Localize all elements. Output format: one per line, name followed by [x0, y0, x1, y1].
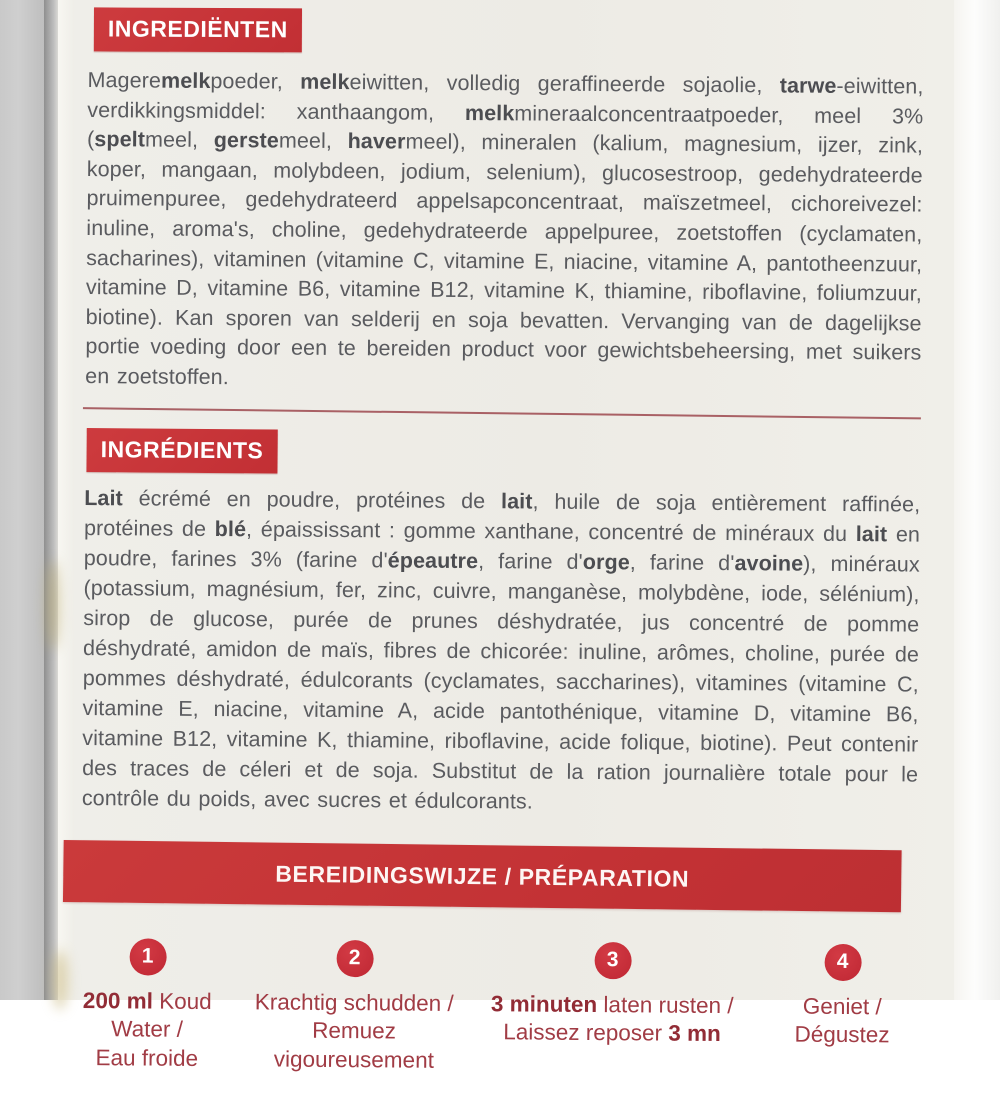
label-stain [46, 560, 60, 650]
section-divider [83, 407, 921, 419]
step-instruction: Krachtig schudden / Remuez vigoureusement [254, 988, 454, 1073]
preparation-banner: BEREIDINGSWIJZE / PRÉPARATION [63, 840, 902, 912]
package-left-edge [0, 0, 46, 1000]
step-number-badge: 3 [594, 942, 631, 979]
package-right-edge [954, 0, 1000, 1000]
preparation-step [752, 943, 933, 1050]
step-instruction: 3 minuten laten rusten / Laissez reposer 3 mn [490, 990, 734, 1047]
step-number-badge: 1 [129, 938, 166, 975]
step-number-badge: 2 [336, 940, 373, 977]
step-number-badge: 4 [824, 943, 861, 980]
nl-ingredients-text: Mageremelkpoeder, melkeiwitten, volledig geraffineerde sojaolie, tarwe-eiwitten, verdikkingsmiddel: xanthaangom, melkmineraalconcentraatpoeder, meel 3% (speltmeel, gerstemeel, havermeel), mineralen (kalium, magnesium, ijzer, zink, koper, mangaan, molybdeen, jodium, selenium), glucosestroop, gedehydrateerde pruimenpuree, gedehydrateerd appelsapconcentraat, maïszetmeel, cichoreivezel: inuline, aroma's, choline, gedehydrateerde appelpuree, zoetstoffen (cyclamaten, sacharines), vitaminen (vitamine C, vitamine E, niacine, vitamine A, pantotheenzuur, vitamine D, vitamine B6, vitamine B12, vitamine K, thiamine, riboflavine, foliumzuur, biotine). Kan sporen van selderij en soja bevatten. Vervanging van de dagelijkse portie voeding door een te bereiden product voor gewichtsbeheersing, met suikers en zoetstoffen. [85, 68, 924, 390]
label-content [58, 0, 936, 1073]
preparation-steps [58, 937, 929, 1104]
step-instruction: Geniet / Dégustez [794, 993, 890, 1048]
preparation-step [229, 939, 480, 1075]
preparation-step [47, 937, 248, 1073]
fr-ingredients-header-chip: INGRÉDIENTS [86, 428, 277, 473]
step-instruction: 200 ml Koud Water / Eau froide [82, 987, 212, 1071]
preparation-step [482, 941, 743, 1049]
nl-ingredients-header-chip: INGREDIËNTEN [94, 7, 302, 52]
fr-ingredients-text: Lait écrémé en poudre, protéines de lait, huile de soja entièrement raffinée, protéines de blé, épaississant : gomme xanthane, concentré de minéraux du lait en poudre, farines 3% (farine d'épeautre, farine d'orge, farine d'avoine), minéraux (potassium, magnésium, fer, zinc, cuivre, manganèse, molybdène, iode, sélénium), sirop de glucose, purée de prunes déshydratée, jus concentré de pomme déshydraté, amidon de maïs, fibres de chicorée: inuline, arômes, choline, purée de pommes déshydraté, édulcorants (cyclamates, saccharines), vitamines (vitamine C, vitamine E, niacine, vitamine A, acide pantothénique, vitamine D, vitamine B6, vitamine B12, vitamine K, thiamine, riboflavine, acide folique, biotine). Peut contenir des traces de céleri et de soja. Substitut de la ration journalière totale pour le contrôle du poids, avec sucres et édulcorants. [81, 485, 921, 814]
